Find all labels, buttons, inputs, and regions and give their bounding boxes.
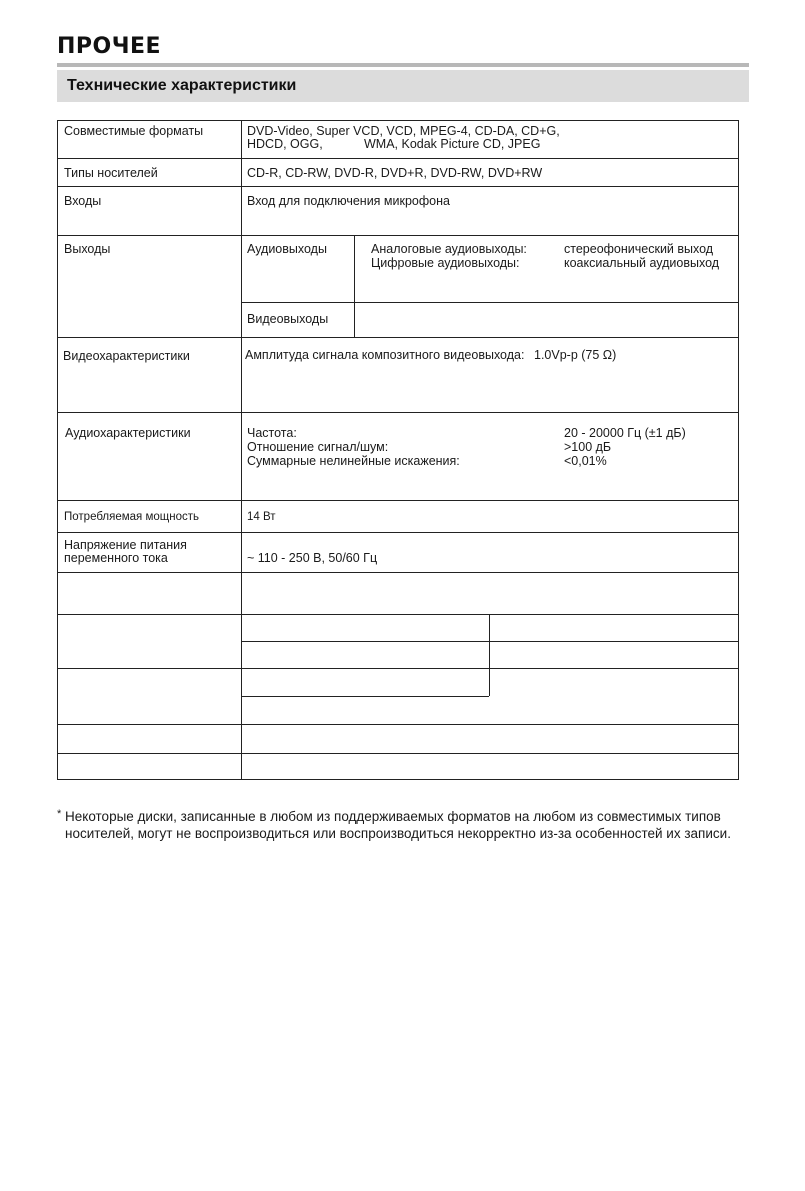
footnote-text: Некоторые диски, записанные в любом из поддерживаемых форматов на любом из совместимых типов носителей, могут не воспроизводиться или воспроизводиться некорректно из-за особенностей их записи.: [65, 809, 731, 841]
footnote-mark: *: [57, 808, 62, 820]
power-value: 14 Вт: [247, 511, 276, 523]
formats-line1: DVD-Video, Super VCD, VCD, MPEG-4, CD-DA, CD+G,: [247, 124, 560, 138]
video-outputs-label: Видеовыходы: [247, 312, 329, 326]
row-divider: [58, 235, 738, 236]
snr-value: >100 дБ: [564, 440, 612, 454]
media-label: Типы носителей: [64, 166, 158, 180]
row-divider: [58, 532, 738, 533]
digital-outputs-label: Цифровые аудиовыходы:: [371, 256, 520, 270]
row-divider: [58, 753, 738, 754]
video-char-label: Видеохарактеристики: [63, 349, 190, 363]
audio-outputs-label: Аудиовыходы: [247, 242, 327, 256]
frequency-value: 20 - 20000 Гц (±1 дБ): [564, 426, 686, 440]
analog-outputs-value: стереофонический выход: [564, 242, 714, 256]
row-divider: [58, 158, 738, 159]
inputs-value: Вход для подключения микрофона: [247, 194, 450, 208]
section-title: ПРОЧЕЕ: [57, 34, 162, 59]
digital-outputs-value: коаксиальный аудиовыход: [564, 256, 720, 270]
row-divider: [242, 302, 738, 303]
column-divider: [489, 614, 490, 696]
spec-table: [57, 120, 739, 780]
mains-label-line1: Напряжение питания: [64, 538, 187, 552]
frequency-label: Частота:: [247, 426, 297, 440]
row-divider: [58, 614, 738, 615]
thd-label: Суммарные нелинейные искажения:: [247, 454, 460, 468]
row-divider: [58, 186, 738, 187]
mains-value: ~ 110 - 250 В, 50/60 Гц: [247, 551, 378, 565]
inputs-label: Входы: [64, 194, 102, 208]
row-divider: [242, 696, 489, 697]
analog-outputs-label: Аналоговые аудиовыходы:: [371, 242, 527, 256]
formats-label: Совместимые форматы: [64, 124, 204, 138]
snr-label: Отношение сигнал/шум:: [247, 440, 389, 454]
row-divider: [58, 572, 738, 573]
formats-line2b: WMA, Kodak Picture CD, JPEG: [364, 137, 541, 151]
video-amplitude-value: 1.0Vp-p (75 Ω): [534, 348, 617, 362]
column-divider: [354, 235, 355, 337]
audio-char-label: Аудиохарактеристики: [65, 426, 191, 440]
thd-value: <0,01%: [564, 454, 607, 468]
row-divider: [58, 337, 738, 338]
mains-label-line2: переменного тока: [64, 551, 168, 565]
row-divider: [58, 500, 738, 501]
media-value: CD-R, CD-RW, DVD-R, DVD+R, DVD-RW, DVD+RW: [247, 166, 543, 180]
outputs-label: Выходы: [64, 242, 111, 256]
formats-line2a: HDCD, OGG,: [247, 137, 323, 151]
row-divider: [58, 412, 738, 413]
footnote: [57, 808, 747, 842]
row-divider: [58, 668, 738, 669]
title-rule: [57, 63, 749, 67]
row-divider: [242, 641, 738, 642]
column-divider: [241, 121, 242, 780]
video-amplitude-param: Амплитуда сигнала композитного видеовыхода:: [245, 348, 525, 362]
power-label: Потребляемая мощность: [64, 511, 199, 523]
page-subtitle: Технические характеристики: [67, 77, 297, 94]
row-divider: [58, 724, 738, 725]
